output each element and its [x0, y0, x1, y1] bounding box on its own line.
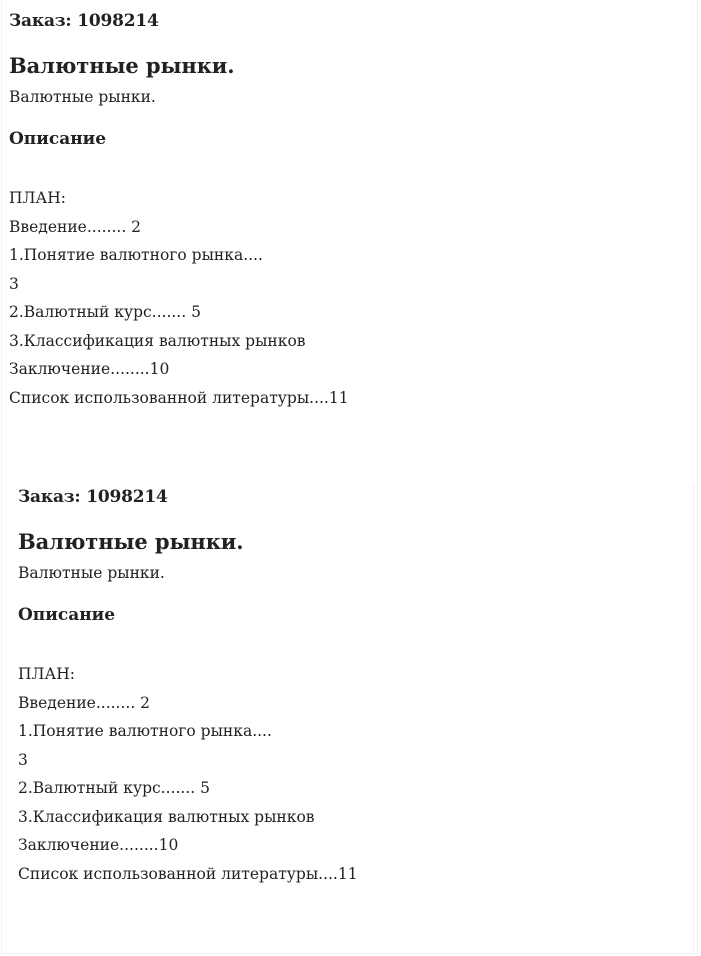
- plan-line: Список использованной литературы....11: [18, 864, 358, 883]
- plan-line: 3: [9, 274, 19, 293]
- plan-line: Заключение........10: [18, 836, 179, 854]
- plan-line: 1.Понятие валютного рынка....: [9, 246, 263, 264]
- work-title[interactable]: Валютные рынки.: [18, 529, 244, 554]
- plan-line: 3.Классификация валютных рынков: [18, 807, 315, 826]
- plan-line: Введение........ 2: [18, 693, 151, 712]
- plan-line: ПЛАН:: [9, 189, 66, 207]
- work-subtitle: Валютные рынки.: [18, 564, 165, 582]
- order-card: [9, 8, 679, 412]
- plan-line: Список использованной литературы....11: [9, 388, 349, 407]
- plan-line: Введение........ 2: [9, 217, 142, 236]
- description-heading: Описание: [18, 605, 116, 625]
- description-body: [9, 184, 679, 412]
- plan-line: 1.Понятие валютного рынка....: [18, 722, 272, 740]
- plan-line: Заключение........10: [9, 360, 170, 378]
- description-heading: Описание: [9, 129, 107, 149]
- description-body: [18, 660, 688, 888]
- plan-line: 2.Валютный курс....... 5: [18, 779, 210, 797]
- work-title[interactable]: Валютные рынки.: [9, 53, 235, 78]
- work-subtitle: Валютные рынки.: [9, 88, 156, 106]
- order-number: Заказ: 1098214: [9, 11, 159, 31]
- plan-line: ПЛАН:: [18, 665, 75, 683]
- plan-line: 2.Валютный курс....... 5: [9, 303, 201, 321]
- plan-line: 3: [18, 750, 28, 769]
- order-number: Заказ: 1098214: [18, 487, 168, 507]
- plan-line: 3.Классификация валютных рынков: [9, 331, 306, 350]
- order-card: [18, 484, 688, 888]
